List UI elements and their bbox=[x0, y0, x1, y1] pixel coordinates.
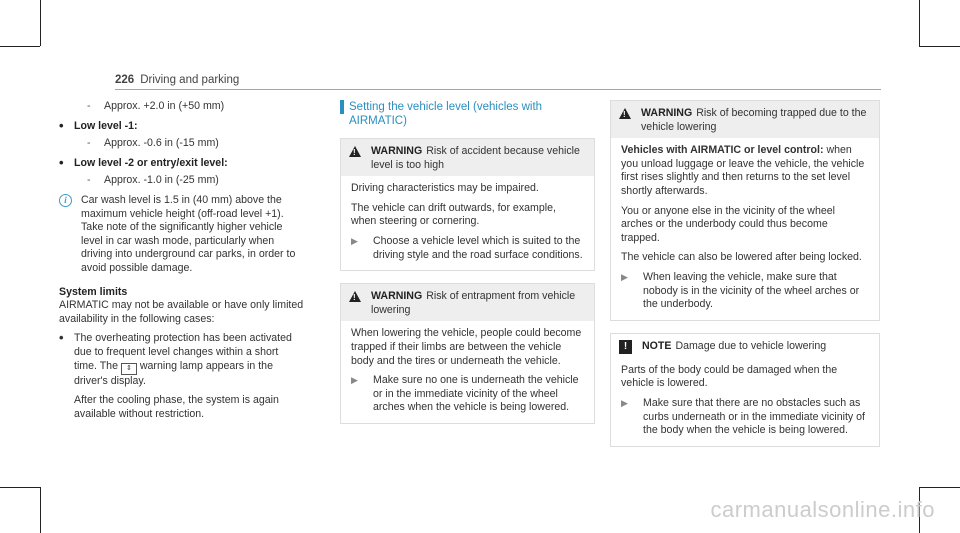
column-2 bbox=[340, 100, 595, 436]
warning-icon: ! bbox=[349, 146, 361, 157]
warning-icon: ! bbox=[349, 291, 361, 302]
level-value: Approx. -0.6 in (-15 mm) bbox=[104, 137, 219, 150]
arrow-icon: ▶ bbox=[351, 375, 358, 386]
note-icon: ! bbox=[619, 340, 632, 354]
info-icon: i bbox=[59, 194, 72, 207]
level-heading: Low level -1: bbox=[74, 119, 138, 132]
note-box: ! NOTE Damage due to vehicle lowering Parts of the body could be damaged when the vehicle is lowered. ▶ Make sure that there are no obstacles such as curbs underneath or in the immediate vicinity of the body when the vehicle is being lowered. bbox=[610, 333, 880, 447]
arrow-icon: ▶ bbox=[351, 235, 358, 246]
column-1: - Approx. +2.0 in (+50 mm) • Low level -1: - Approx. -0.6 in (-15 mm) • Low level -2 or entry/exit level: - Approx. -1.0 in (-25 mm) i Car wash level is 1.5 in (40 mm) above the maximum vehicle height (off-road level +1). Take note of the significantly higher vehicle level in car wash mode, particularly when driving into underground car parks, in order to avoid possible damage. System limits AIRMATIC may not be available or have only limited availability in the following cases: • The overheating protection has been activated due to frequent level changes within a short time. The ⇕ warning lamp appears in the driver's display. After the cooling phase, the system is again available without restriction. bbox=[59, 100, 304, 427]
info-note bbox=[59, 194, 304, 276]
system-limits-text: AIRMATIC may not be available or have only limited availability in the following cases: bbox=[59, 299, 304, 325]
crop-mark bbox=[919, 487, 960, 488]
arrow-icon: ▶ bbox=[621, 271, 628, 282]
level-value: Approx. +2.0 in (+50 mm) bbox=[104, 100, 225, 112]
level-warning-lamp-icon: ⇕ bbox=[121, 363, 137, 375]
warning-box: ! WARNING Risk of accident because vehicle level is too high Driving characteristics may be impaired. The vehicle can drift outwards, for example, when steering or cornering. ▶ Choose a vehicle level which is suited to the driving style and the road surface conditions. bbox=[340, 138, 595, 271]
info-text: Car wash level is 1.5 in (40 mm) above the maximum vehicle height (off-road level +1). Take note of the significantly higher vehicle level in car wash mode, particularly when driving into underground car parks, in order to avoid possible damage. bbox=[81, 193, 296, 274]
crop-mark bbox=[0, 487, 40, 488]
arrow-icon: ▶ bbox=[621, 397, 628, 408]
overheat-item: The overheating protection has been activated due to frequent level changes within a short time. The ⇕ warning lamp appears in the driver's display. After the cooling phase, the system is again available without restriction. bbox=[74, 332, 304, 427]
watermark: carmanualsonline.info bbox=[710, 497, 935, 522]
section-name: Driving and parking bbox=[140, 74, 240, 86]
warning-box: ! WARNING Risk of becoming trapped due to the vehicle lowering Vehicles with AIRMATIC or level control: when you unload luggage or leave the vehicle, the vehicle first rises slightly and then returns to the set level shortly afterwards. You or anyone else in the vicinity of the wheel arches or the underbody could thus become trapped. The vehicle can also be lowered after being locked. ▶ When leaving the vehicle, make sure that nobody is in the vicinity of the wheel arches or the underbody. bbox=[610, 100, 880, 321]
warning-box: ! WARNING Risk of entrapment from vehicle lowering When lowering the vehicle, people could become trapped if their limbs are between the vehicle body and the tires or underneath the vehicle. ▶ Make sure no one is underneath the vehicle or in the immediate vicinity of the wheel arches when the vehicle is being lowered. bbox=[340, 283, 595, 424]
level-value: Approx. -1.0 in (-25 mm) bbox=[104, 174, 219, 187]
crop-mark bbox=[919, 0, 920, 46]
crop-mark bbox=[40, 0, 41, 46]
crop-mark bbox=[0, 46, 40, 47]
page-number: 226 bbox=[115, 74, 135, 86]
crop-mark bbox=[40, 487, 41, 533]
section-title: Setting the vehicle level (vehicles with AIRMATIC) bbox=[349, 101, 543, 127]
column-3 bbox=[610, 100, 880, 459]
crop-mark bbox=[919, 46, 960, 47]
level-heading: Low level -2 or entry/exit level: bbox=[74, 156, 228, 169]
warning-icon: ! bbox=[619, 108, 631, 119]
after-cooling-text: After the cooling phase, the system is again available without restriction. bbox=[74, 394, 279, 420]
system-limits-heading: System limits bbox=[59, 285, 128, 298]
page-header bbox=[115, 74, 239, 86]
header-divider bbox=[115, 89, 881, 90]
